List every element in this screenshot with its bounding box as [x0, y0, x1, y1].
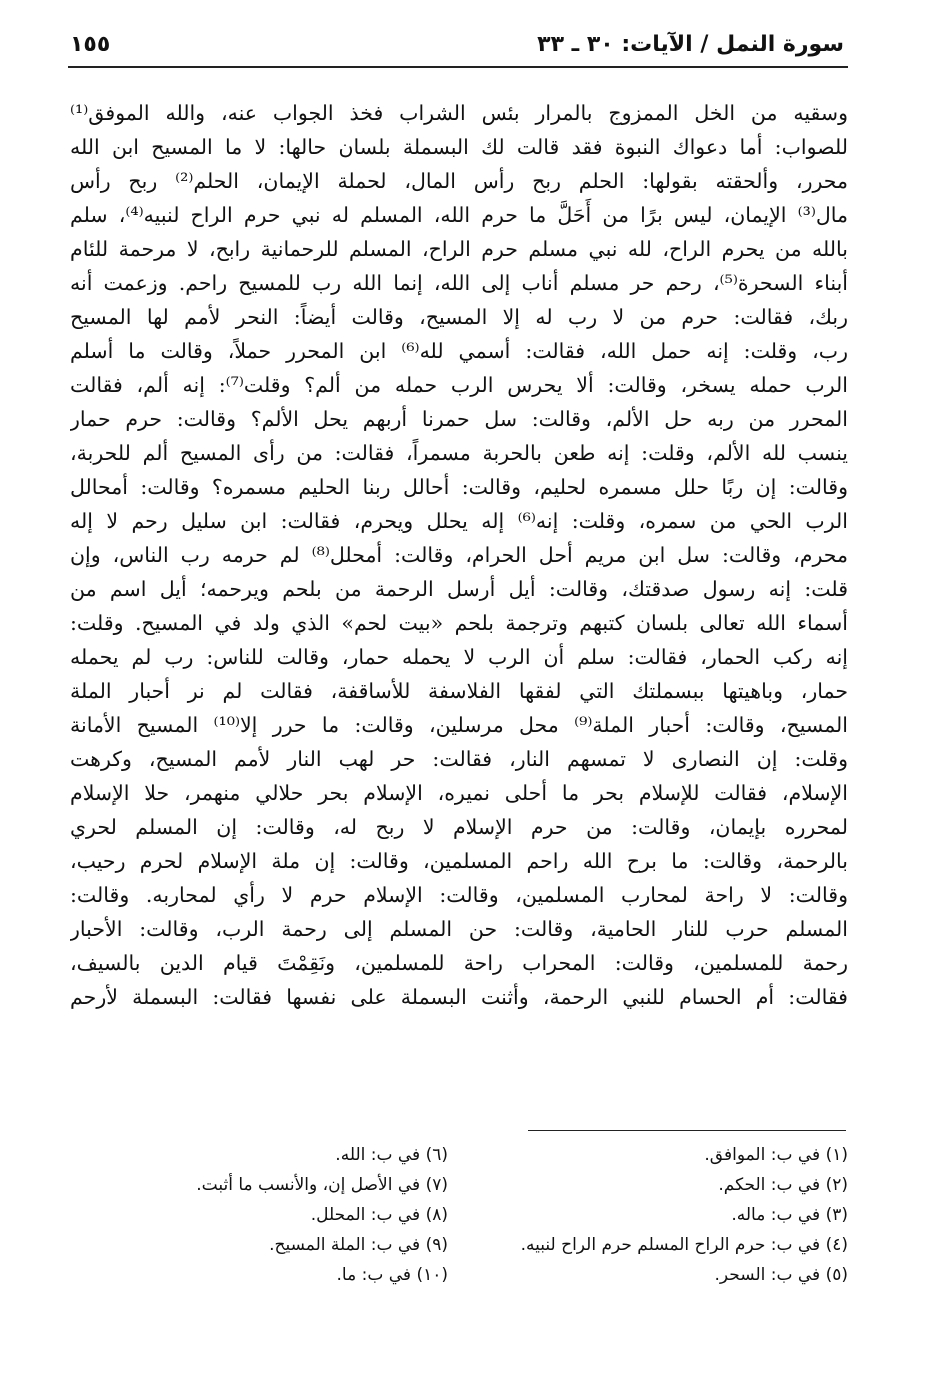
body-line: فقالت: أم الحسام للنبي الرحمة، وأثنت البسملة على نفسها فقالت: البسملة لأرحم: [70, 985, 848, 1009]
body-line: إنه ركب الحمار، فقالت: سلم أن الرب لا يحمله حمار، وقالت للناس: رب لم يحمله: [70, 645, 848, 669]
body-line: المسلم حرب للنار الحامية، وقالت: حن المسلم إلى رحمة الرب، وقالت: الأحبار: [70, 917, 848, 941]
body-line: حمار، وباهيتها ببسملتك التي لفقها الفلاسفة للأساقفة، فقالت لم نر أحبار الملة: [70, 679, 848, 703]
footnote: (٩) في ب: الملة المسيح.: [269, 1235, 448, 1255]
footnote: (٤) في ب: حرم الراح المسلم حرم الراح لنبيه.: [520, 1235, 848, 1255]
body-line: للصواب: أما دعواك النبوة فقد قالت لك البسملة بلسان حالها: لا ما المسيح ابن الله: [70, 135, 848, 159]
body-line: وقالت: إن ربًا حلل مسمره لحليم، وقالت: أحالل ربنا الحليم مسمره؟ وقالت: أمحالل: [70, 475, 848, 499]
footnotes-column-right: [468, 1140, 848, 1290]
body-line: الرب حمله يسخر، وقالت: ألا يحرس الرب حمله من ألم؟ وقلت⁽⁷⁾: إنه ألم، فقالت: [70, 373, 848, 397]
body-line: محرم، وقالت: سل ابن مريم أحل الحرام، وقالت: أمحلل⁽⁸⁾ لم حرمه رب الناس، وإن: [70, 543, 848, 567]
body-line: وقالت: لا راحة لمحارب المسلمين، وقالت: الإسلام حرم لا رأي لمحاربه. وقالت:: [70, 883, 848, 907]
body-line: المسيح، وقالت: أحبار الملة⁽⁹⁾ محل مرسلين، وقالت: ما حرر إلا⁽¹⁰⁾ المسيح الأمانة: [70, 713, 848, 737]
body-line: أبناء السحرة⁽⁵⁾، رحم حر مسلم أناب إلى الله، إنما الله رب للمسيح راحم. وزعمت أنه: [70, 271, 848, 295]
body-line: رحمة للمسلمين، وقالت: المحراب راحة للمسلمين، ونَقِمْتَ قيام الدين بالسيف،: [70, 951, 848, 975]
running-title: سورة النمل / الآيات: ٣٠ ـ ٣٣: [537, 32, 844, 57]
footnote: (١) في ب: الموافق.: [704, 1145, 848, 1165]
body-line: بالرحمة، وقالت: ما برح الله راحم المسلمين، وقالت: إن ملة الإسلام لحرم رحيب،: [70, 849, 848, 873]
footnote: (٧) في الأصل إن، والأنسب ما أثبت.: [196, 1175, 448, 1195]
footnote: (٣) في ب: ماله.: [731, 1205, 848, 1225]
body-text: [70, 96, 848, 1014]
page-header: [68, 28, 848, 68]
body-line: ينسب لله الألم، وقلت: إنه طعن بالحربة مسمراً، فقالت: من رأى المسيح ألم للحربة،: [70, 441, 848, 465]
footnote: (١٠) في ب: ما.: [336, 1265, 448, 1285]
footnotes-column-left: [68, 1140, 448, 1290]
body-line: قلت: إنه رسول صدقتك، وقالت: أيل أرسل الرحمة من بلحم ويرحمه؛ أيل اسم من: [70, 577, 848, 601]
body-line: ربك، فقالت: حرم من لا رب له إلا المسيح، وقالت أيضاً: النحر لأمم لها المسيح: [70, 305, 848, 329]
body-line: الإسلام، فقالت للإسلام بحر ما أحلى نميره، الإسلام بحر حلالي منهمر، حلا الإسلام: [70, 781, 848, 805]
body-line: المحرر من ربه حل الألم، وقالت: سل حمرنا أربهم يحل الألم؟ وقالت: حرم حمار: [70, 407, 848, 431]
page-number: ١٥٥: [70, 32, 111, 57]
body-line: وقلت: إن النصارى لا تمسهم النار، فقالت: حر لهب النار لأمم المسيح، وكرهت: [70, 747, 848, 771]
body-line: محرر، وألحقته بقولها: الحلم ربح رأس المال، لحملة الإيمان، الحلم⁽²⁾ ربح رأس: [70, 169, 848, 193]
footnote-divider: [528, 1130, 846, 1131]
body-line: مال⁽³⁾ الإيمان، ليس برًا من أَحَلَّ ما حرم الله، المسلم له نبي حرم الراح لنبيه⁽⁴⁾، سلم: [70, 203, 848, 227]
footnote: (٨) في ب: المحلل.: [310, 1205, 448, 1225]
body-line: وسقيه من الخل الممزوج بالمرار بئس الشراب فخذ الجواب عنه، والله الموفق⁽¹⁾: [70, 101, 848, 125]
body-line: بالله من يحرم الراح، لله نبي مسلم حرم الراح، المسلم للرحمانية رابح، لا مرحمة للئام: [70, 237, 848, 261]
body-line: أسماء الله تعالى بلسان كتبهم وترجمة بلحم «بيت لحم» الذي ولد في المسيح. وقلت:: [70, 611, 848, 635]
footnote: (٦) في ب: الله.: [335, 1145, 448, 1165]
body-line: رب، وقلت: إنه حمل الله، فقالت: أسمي لله⁽⁶⁾ ابن المحرر حملاً، وقالت ما أسلم: [70, 339, 848, 363]
body-line: لمحرره بإيمان، وقالت: من حرم الإسلام لا ربح له، وقالت: إن المسلم لحري: [70, 815, 848, 839]
footnote: (٥) في ب: السحر.: [714, 1265, 848, 1285]
body-line: الرب الحي من سمره، وقلت: إنه⁽⁶⁾ إله يحلل ويحرم، فقالت: ابن سليل رحم لا إله: [70, 509, 848, 533]
footnote: (٢) في ب: الحكم.: [718, 1175, 848, 1195]
